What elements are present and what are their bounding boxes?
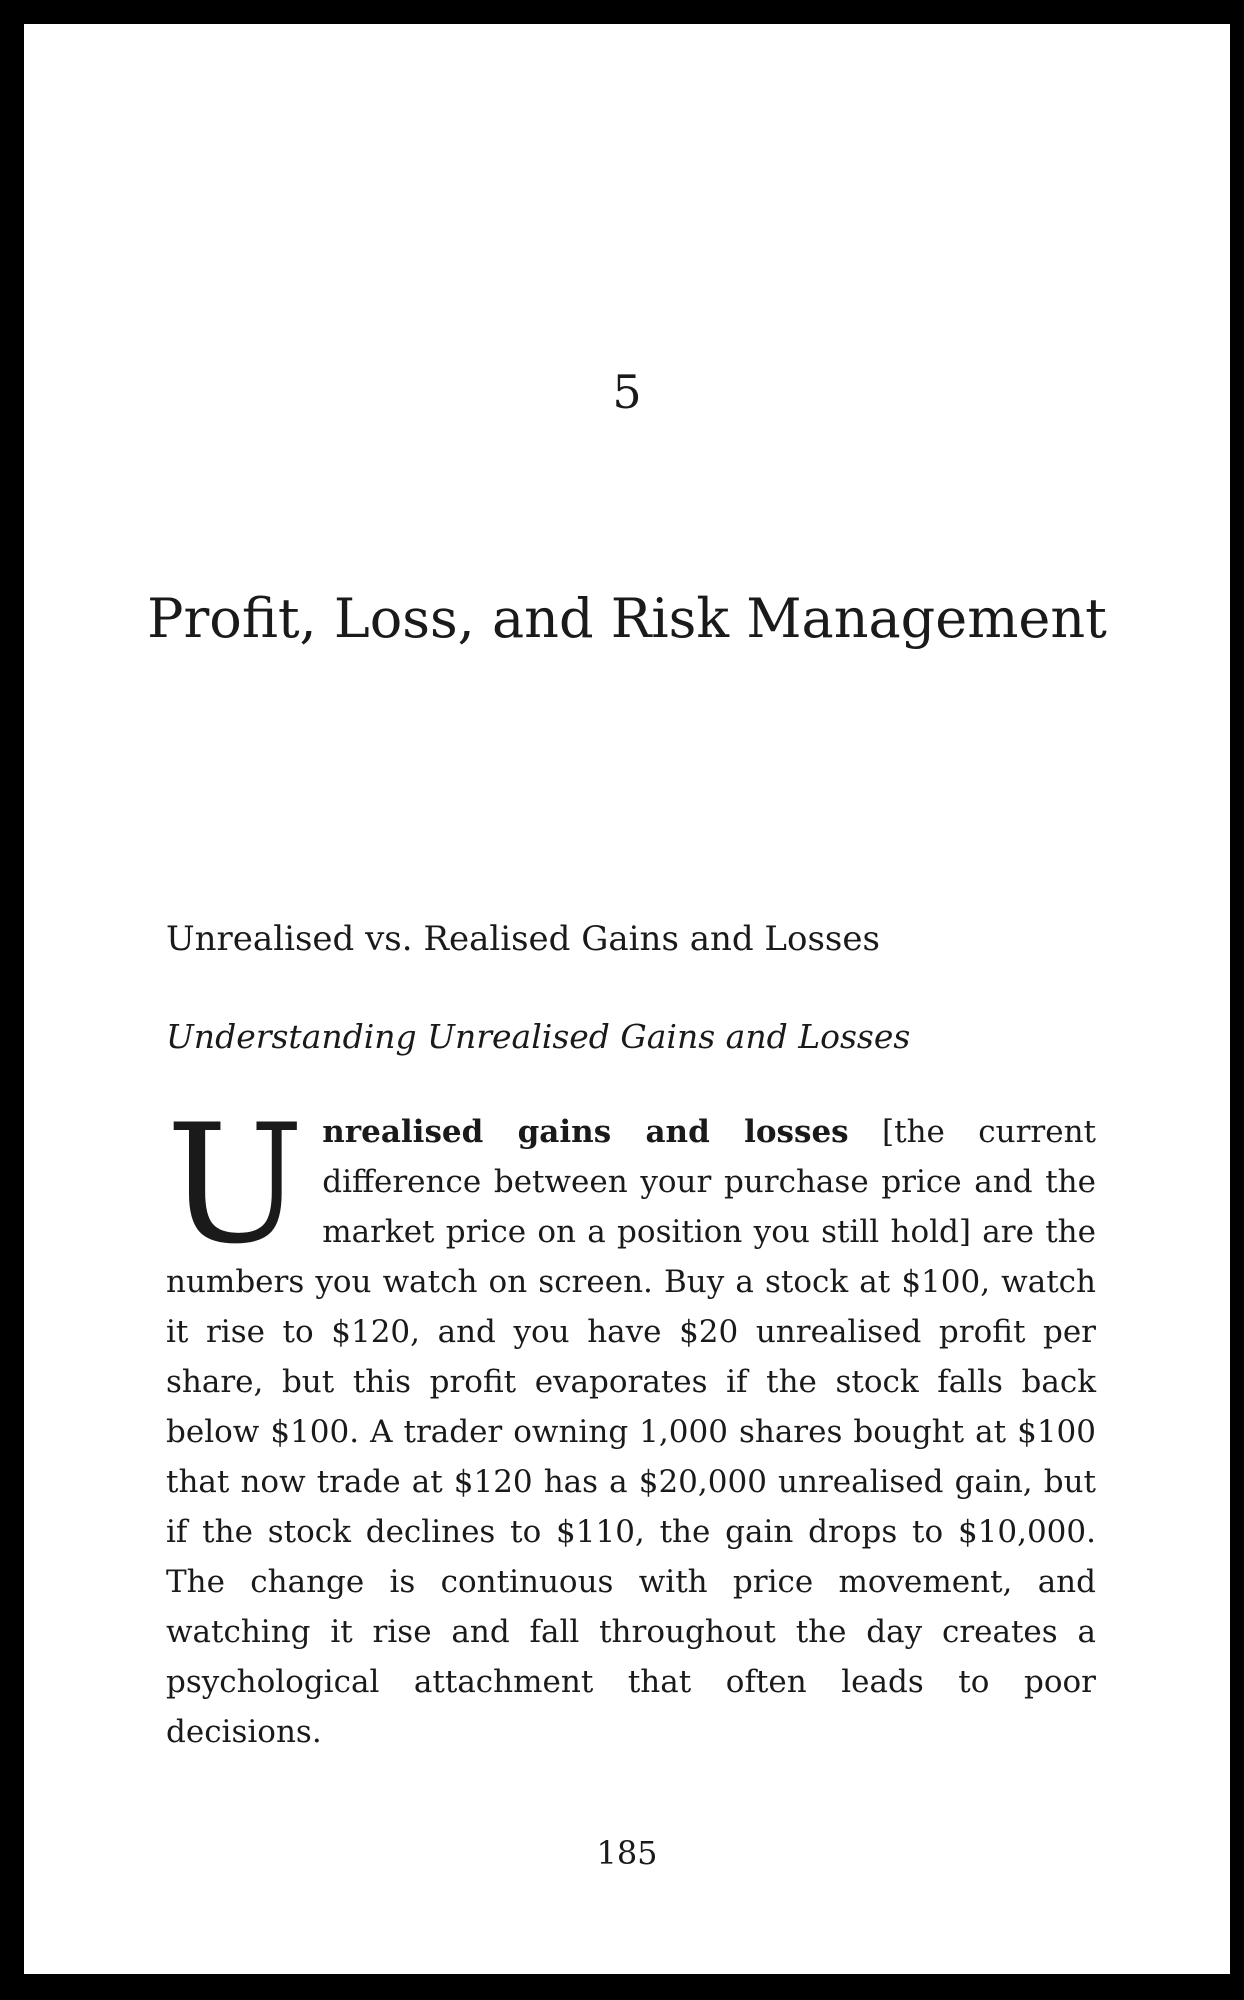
chapter-number: 5 (612, 365, 642, 419)
drop-cap: U (166, 1089, 305, 1280)
book-page (24, 24, 1230, 1974)
section-heading: Unrealised vs. Realised Gains and Losses (166, 919, 880, 959)
body-paragraph (166, 1089, 1097, 1757)
page-number: 185 (596, 1834, 658, 1872)
defined-term: nrealised gains and losses (322, 1114, 849, 1150)
chapter-title: Profit, Loss, and Risk Management (147, 587, 1107, 650)
subsection-heading: Understanding Unrealised Gains and Losses (166, 1017, 911, 1056)
paragraph-text: [the current difference between your purchase price and the market price on a position you still hold] are the numbers you watch on screen. Buy a stock at $100, watch it rise to $120, and you have $20 unrealised profit per share, but this profit evaporates if the stock falls back below $100. A trader owning 1,000 shares bought at $100 that now trade at $120 has a $20,000 unrealised gain, but if the stock declines to $110, the gain drops to $10,000. The change is continuous with price movement, and watching it rise and fall throughout the day creates a psychological attachment that often leads to poor decisions. (166, 1114, 1097, 1750)
